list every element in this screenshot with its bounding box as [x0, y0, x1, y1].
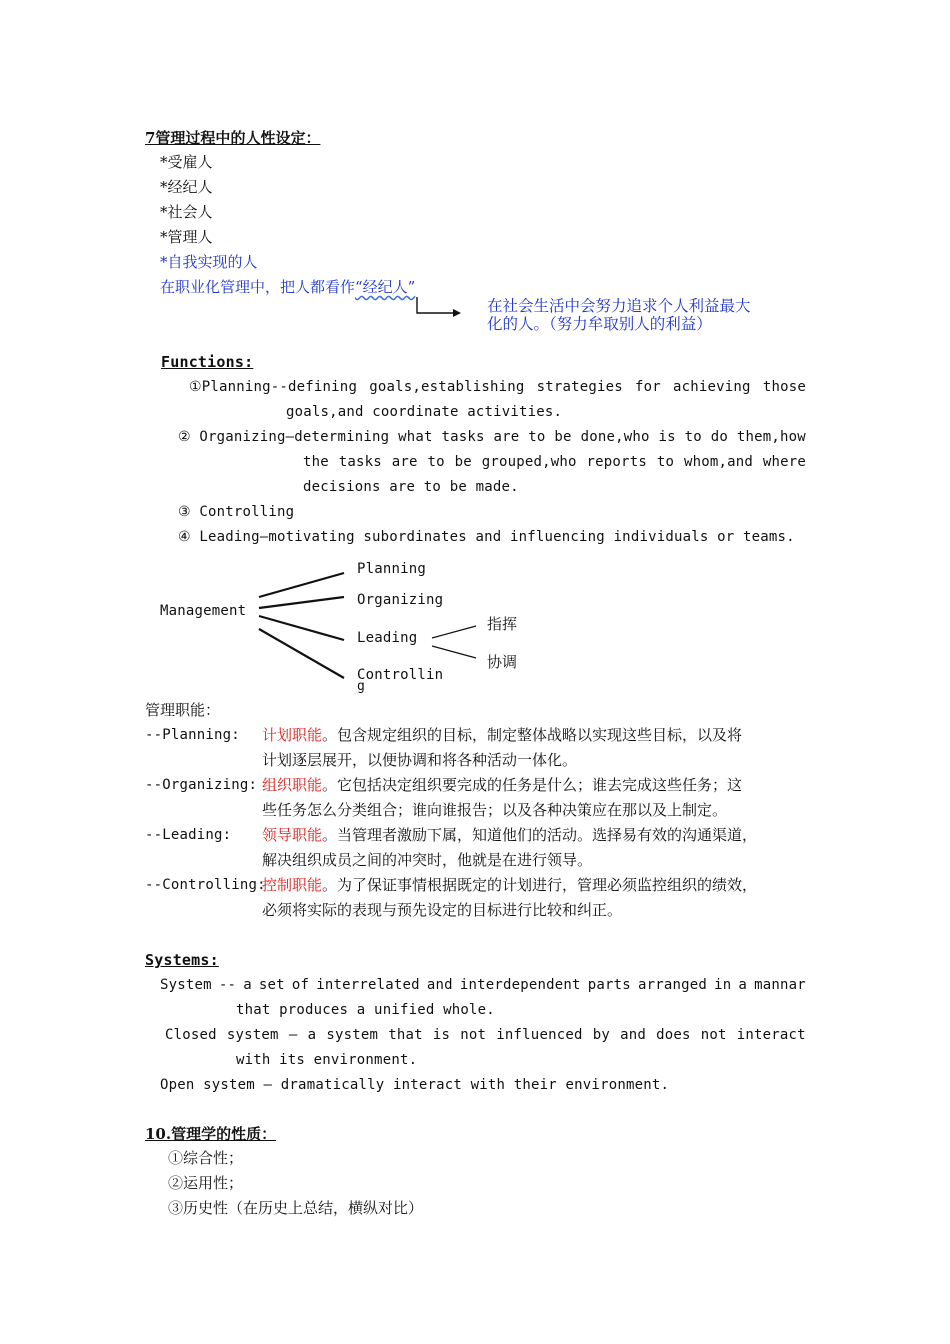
function-term: 计划职能 — [262, 726, 323, 744]
word: not — [460, 1027, 487, 1043]
functions-heading: Functions: — [161, 353, 254, 371]
word: achieving — [673, 379, 751, 395]
list-item: *社会人 — [160, 203, 213, 221]
systems-heading: Systems: — [145, 951, 219, 969]
word: System — [160, 977, 212, 993]
word: to — [528, 429, 546, 445]
planning-line-1 — [189, 377, 806, 397]
word: of — [291, 977, 310, 993]
word: -- — [218, 977, 237, 993]
word: Closed — [165, 1027, 217, 1043]
word: does — [656, 1027, 691, 1043]
diagram-branch-overflow: g — [357, 679, 366, 694]
economic-man-note — [160, 277, 415, 297]
word: are — [391, 454, 418, 470]
note-quoted-term: “经纪人” — [355, 278, 416, 296]
word: system — [226, 1027, 279, 1043]
word: to — [656, 454, 675, 470]
word: mannar — [754, 977, 806, 993]
word: by — [592, 1027, 610, 1043]
list-item: ①综合性； — [168, 1149, 244, 1167]
organizing-line-1 — [178, 427, 806, 447]
function-text: 。为了保证事情根据既定的计划进行，管理必须监控组织的绩效， — [322, 876, 758, 894]
function-term: 组织职能 — [262, 776, 323, 794]
function-text: 。它包括决定组织要完成的任务是什么；谁去完成这些任务；这 — [322, 776, 743, 794]
word: grouped,who — [481, 454, 577, 470]
word: not — [700, 1027, 727, 1043]
word: goals,establishing — [369, 379, 525, 395]
word: strategies — [536, 379, 623, 395]
list-item: ②运用性； — [168, 1174, 244, 1192]
word: – — [288, 1027, 298, 1043]
word: whom,and — [683, 454, 753, 470]
diagram-branch-organizing: Organizing — [357, 592, 444, 608]
word: to — [684, 429, 702, 445]
word: do — [710, 429, 729, 445]
word: ② Organizing—determining — [178, 429, 390, 445]
function-label: --Organizing: — [145, 777, 258, 793]
list-item: *自我实现的人 — [160, 253, 258, 271]
function-term: 领导职能 — [262, 826, 323, 844]
closed-system-line-1 — [165, 1025, 806, 1045]
word: done,who — [580, 429, 650, 445]
word: tasks — [441, 429, 485, 445]
closed-system-line-2: with its environment. — [236, 1052, 418, 1068]
word: is — [658, 429, 676, 445]
function-label: --Controlling: — [145, 877, 266, 893]
word: are — [493, 429, 520, 445]
word: arranged — [637, 977, 707, 993]
word: a — [738, 977, 748, 993]
organizing-line-2 — [303, 452, 806, 472]
word: ①Planning--defining — [189, 379, 358, 395]
function-desc-cont: 计划逐层展开，以便协调和将各种活动一体化。 — [262, 751, 578, 769]
word: to — [427, 454, 445, 470]
diagram-branch-planning: Planning — [357, 561, 427, 577]
word: and — [620, 1027, 646, 1043]
function-desc — [262, 725, 742, 745]
diagram-root: Management — [160, 603, 247, 619]
section-7-heading: 7管理过程中的人性设定： — [145, 129, 321, 147]
word: in — [714, 977, 732, 993]
word: where — [762, 454, 806, 470]
organizing-line-3: decisions are to be made. — [303, 479, 519, 495]
word: is — [432, 1027, 451, 1043]
list-item: *管理人 — [160, 228, 213, 246]
callout-line: 化的人。（努力牟取别人的利益） — [487, 315, 712, 333]
word: be — [554, 429, 572, 445]
word: be — [454, 454, 472, 470]
function-text: 。包含规定组织的目标，制定整体战略以实现这些目标，以及将 — [322, 726, 743, 744]
function-desc — [262, 825, 757, 845]
callout-text — [487, 297, 751, 333]
diagram-leading-sub: 指挥 — [487, 615, 518, 633]
function-desc-cont: 些任务怎么分类组合；谁向谁报告；以及各种决策应在那以及上制定。 — [262, 801, 728, 819]
management-functions-heading: 管理职能： — [145, 701, 221, 719]
word: influenced — [496, 1027, 583, 1043]
word: that — [388, 1027, 423, 1043]
word: a — [307, 1027, 317, 1043]
controlling-line: ③ Controlling — [178, 504, 295, 520]
function-desc-cont: 必须将实际的表现与预先设定的目标进行比较和纠正。 — [262, 901, 623, 919]
planning-line-2: goals,and coordinate activities. — [286, 404, 563, 420]
word: interact — [736, 1027, 806, 1043]
word: and — [426, 977, 453, 993]
word: interdependent — [459, 977, 581, 993]
callout-line: 在社会生活中会努力追求个人利益最大 — [487, 297, 751, 315]
function-desc-cont: 解决组织成员之间的冲突时，他就是在进行领导。 — [262, 851, 593, 869]
system-line-1 — [160, 975, 806, 995]
word: what — [398, 429, 433, 445]
diagram-branch-leading: Leading — [357, 630, 418, 646]
diagram-leading-sub: 协调 — [487, 653, 518, 671]
word: those — [762, 379, 806, 395]
diagram-branch-controlling: Controllin — [357, 667, 444, 683]
word: parts — [587, 977, 631, 993]
word: the — [303, 454, 329, 470]
section-10-heading: 10.管理学的性质： — [145, 1125, 277, 1143]
word: reports — [586, 454, 647, 470]
word: set — [258, 977, 285, 993]
word: a — [243, 977, 252, 993]
function-desc — [262, 875, 757, 895]
word: for — [635, 379, 661, 395]
word: system — [326, 1027, 379, 1043]
note-text: 在职业化管理中，把人都看作 — [160, 278, 356, 296]
word: interrelated — [316, 977, 420, 993]
list-item: *经纪人 — [160, 178, 213, 196]
function-label: --Planning: — [145, 727, 240, 743]
function-term: 控制职能 — [262, 876, 323, 894]
leading-line: ④ Leading—motivating subordinates and influencing individuals or teams. — [178, 529, 795, 545]
word: them,how — [736, 429, 806, 445]
word: tasks — [338, 454, 382, 470]
open-system-line: Open system – dramatically interact with their environment. — [160, 1077, 670, 1093]
function-desc — [262, 775, 742, 795]
list-item: *受雇人 — [160, 153, 213, 171]
system-line-2: that produces a unified whole. — [236, 1002, 495, 1018]
list-item: ③历史性（在历史上总结，横纵对比） — [168, 1199, 424, 1217]
function-label: --Leading: — [145, 827, 232, 843]
function-text: 。当管理者激励下属，知道他们的活动。选择易有效的沟通渠道， — [322, 826, 758, 844]
